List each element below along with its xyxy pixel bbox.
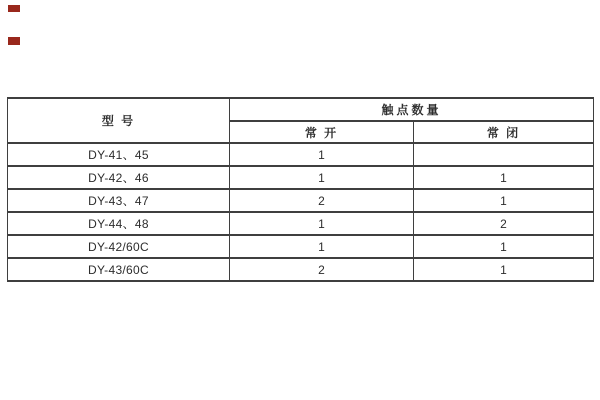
red-annotation-mark-top [8, 5, 20, 12]
model-cell: DY-41、45 [8, 143, 230, 166]
header-row-group [8, 98, 594, 121]
table-row [8, 189, 594, 212]
model-cell: DY-44、48 [8, 212, 230, 235]
no-count-cell: 1 [230, 166, 414, 189]
no-count-cell: 1 [230, 235, 414, 258]
contact-quantity-table [7, 97, 594, 282]
no-count-cell: 2 [230, 189, 414, 212]
table-row [8, 235, 594, 258]
nc-count-cell: 1 [414, 189, 594, 212]
model-cell: DY-43、47 [8, 189, 230, 212]
nc-count-cell: 1 [414, 235, 594, 258]
nc-count-cell: 1 [414, 166, 594, 189]
no-count-cell: 1 [230, 143, 414, 166]
model-column-header: 型 号 [8, 98, 230, 143]
model-cell: DY-42、46 [8, 166, 230, 189]
table-row [8, 143, 594, 166]
nc-count-cell: 2 [414, 212, 594, 235]
table-row [8, 212, 594, 235]
table-row [8, 258, 594, 281]
nc-count-cell [414, 143, 594, 166]
normally-closed-header: 常 闭 [414, 121, 594, 143]
contact-count-group-header: 触点数量 [230, 98, 594, 121]
no-count-cell: 2 [230, 258, 414, 281]
nc-count-cell: 1 [414, 258, 594, 281]
no-count-cell: 1 [230, 212, 414, 235]
red-annotation-mark-bottom [8, 37, 20, 45]
model-cell: DY-42/60C [8, 235, 230, 258]
normally-open-header: 常 开 [230, 121, 414, 143]
model-cell: DY-43/60C [8, 258, 230, 281]
table-row [8, 166, 594, 189]
